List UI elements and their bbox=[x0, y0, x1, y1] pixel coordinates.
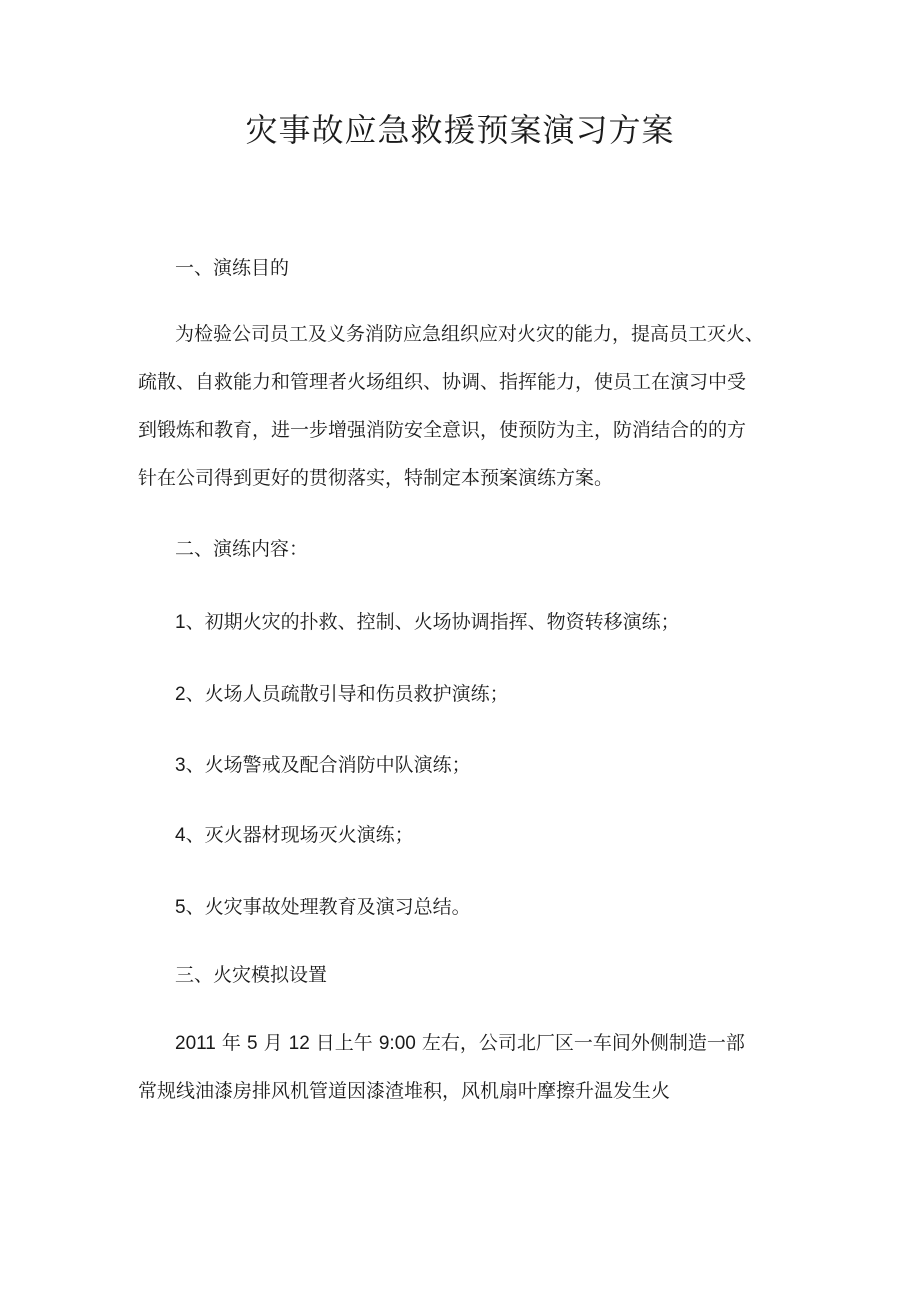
list-item bbox=[175, 608, 835, 637]
list-item-text: 、火场人员疏散引导和伤员救护演练； bbox=[185, 683, 509, 705]
section1-paragraph-line: 为检验公司员工及义务消防应急组织应对火灾的能力，提高员工灭火、 bbox=[175, 323, 765, 345]
list-item-number: 3 bbox=[175, 755, 186, 776]
section1-paragraph-line: 到锻炼和教育，进一步增强消防安全意识，使预防为主，防消结合的的方 bbox=[138, 419, 747, 441]
section2-heading: 二、演练内容： bbox=[175, 538, 309, 560]
date-month: 5 bbox=[246, 1033, 258, 1054]
list-item-text: 、灭火器材现场灭火演练； bbox=[185, 824, 414, 846]
section3-paragraph-line: 常规线油漆房排风机管道因漆渣堆积，风机扇叶摩擦升温发生火 bbox=[138, 1080, 671, 1102]
document-title: 灾事故应急救援预案演习方案 bbox=[245, 111, 675, 149]
section3-paragraph-line bbox=[175, 1029, 835, 1058]
date-day: 12 bbox=[288, 1033, 310, 1054]
text-fragment: 日上午 bbox=[309, 1032, 379, 1054]
list-item-text: 、火灾事故处理教育及演习总结。 bbox=[185, 896, 471, 918]
time-value: 9:00 bbox=[378, 1033, 416, 1054]
text-fragment: 左右，公司北厂区一车间外侧制造一部 bbox=[415, 1032, 745, 1054]
list-item-text: 、火场警戒及配合消防中队演练； bbox=[185, 754, 471, 776]
section3-heading: 三、火灾模拟设置 bbox=[175, 964, 328, 986]
text-fragment: 月 bbox=[257, 1032, 289, 1054]
section1-heading: 一、演练目的 bbox=[175, 257, 290, 279]
list-item bbox=[175, 821, 835, 850]
list-item-text: 、初期火灾的扑救、控制、火场协调指挥、物资转移演练； bbox=[185, 611, 680, 633]
date-year: 2011 bbox=[175, 1033, 216, 1054]
list-item-number: 5 bbox=[175, 897, 186, 918]
list-item-number: 1 bbox=[175, 612, 186, 633]
section1-paragraph-line: 疏散、自救能力和管理者火场组织、协调、指挥能力，使员工在演习中受 bbox=[138, 371, 747, 393]
text-fragment: 年 bbox=[215, 1032, 247, 1054]
section1-paragraph-line: 针在公司得到更好的贯彻落实，特制定本预案演练方案。 bbox=[138, 467, 614, 489]
list-item bbox=[175, 751, 835, 780]
list-item-number: 4 bbox=[175, 825, 186, 846]
list-item bbox=[175, 680, 835, 709]
list-item bbox=[175, 893, 835, 922]
list-item-number: 2 bbox=[175, 684, 186, 705]
